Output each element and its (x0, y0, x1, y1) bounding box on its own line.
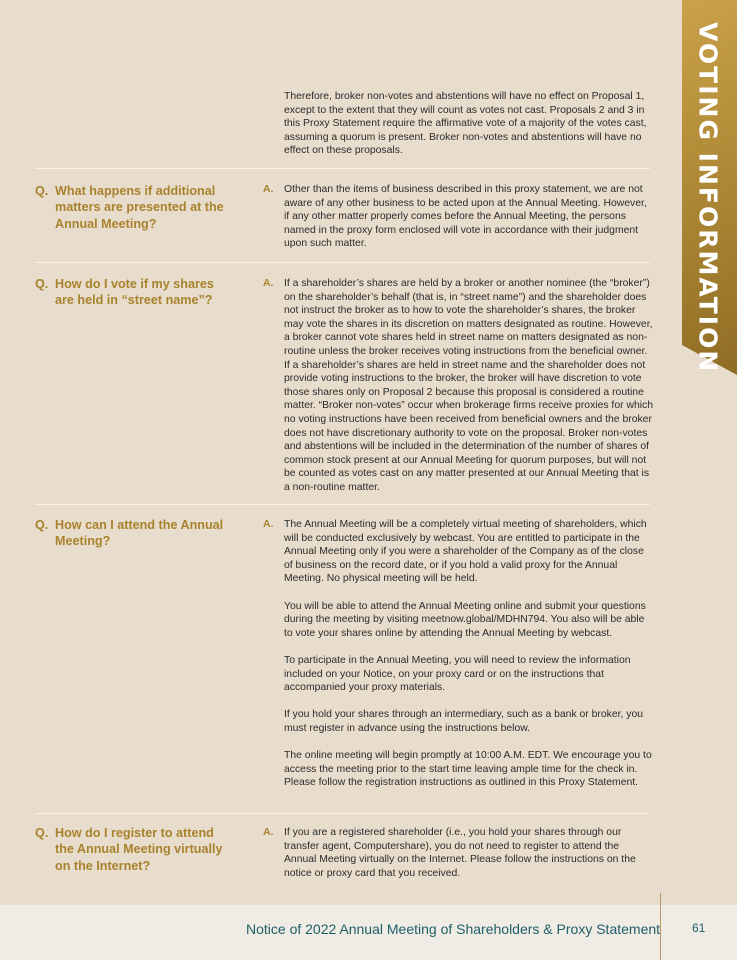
answer-paragraph: The Annual Meeting will be a completely virtual meeting of shareholders, which will be conducted exclusively by webcast. You are entitled to participate in the Annual Meeting only if you were a shareholder of the Company as of the close of business on the record date, or if you hold a valid proxy for the Annual Meeting. No physical meeting will be held. (284, 519, 647, 585)
divider (35, 504, 650, 505)
answer-label: A. (263, 519, 274, 530)
answer-paragraph: If a shareholder’s shares are held by a broker or another nominee (the “broker”) on the shareholder’s behalf (that is, in “street name”) and the shareholder does not instruct the broker as to how to vote the shareholder’s shares, the broker may vote the shares in its discretion on matters designated as routine. However, a broker cannot vote shares held in street name on matters designated as non-routine unless the broker receives voting instructions from the beneficial owner. If a shareholder’s shares are held in street name and the shareholder does not provide voting instructions to the broker, the broker will have discretion to vote those shares only on Proposal 2 because this proposal is considered a routine matter. “Broker non-votes” occur when brokerage firms receive proxies for which no voting instructions have been received from beneficial owners and the broker does not have discretionary authority to vote on the proposal. Broker non-votes and abstentions will be included in the determination of the number of shares of common stock present at our Annual Meeting for quorum purposes, but will not be counted as votes cast on any matter presented at our Annual Meeting that is a non-routine matter. (284, 278, 654, 493)
answer-paragraph: Other than the items of business described in this proxy statement, we are not aware of any other business to be acted upon at the Annual Meeting. However, if any other matter properly comes before the Annual Meeting, the persons named in the proxy form enclosed will vote in accordance with their judgment upon such matter. (284, 184, 647, 250)
question-text: What happens if additional matters are presented at the Annual Meeting? (55, 184, 224, 231)
answer-label: A. (263, 278, 274, 289)
answer-2 (263, 277, 653, 495)
question-text: How can I attend the Annual Meeting? (55, 518, 224, 549)
answer-label: A. (263, 827, 274, 838)
question-label: Q. (35, 826, 49, 840)
question-3 (35, 517, 235, 550)
divider (35, 813, 650, 814)
divider (35, 168, 650, 169)
question-label: Q. (35, 184, 49, 198)
question-text: How do I vote if my shares are held in “street name”? (55, 277, 214, 308)
page-number: 61 (692, 921, 706, 935)
footer-title: Notice of 2022 Annual Meeting of Shareholders & Proxy Statement (246, 921, 661, 937)
question-1 (35, 183, 235, 232)
divider (35, 262, 650, 263)
answer-paragraph: You will be able to attend the Annual Meeting online and submit your questions during the meeting by visiting meetnow.global/MDHN794. You also will be able to vote your shares online by attending the Annual Meeting by webcast. (284, 600, 646, 639)
question-label: Q. (35, 518, 49, 532)
answer-4 (263, 826, 653, 880)
question-text: How do I register to attend the Annual Meeting virtually on the Internet? (55, 826, 223, 873)
question-2 (35, 276, 235, 309)
answer-paragraph: If you hold your shares through an intermediary, such as a bank or broker, you must register in advance using the instructions below. (284, 709, 644, 734)
section-tab-title: VOTING INFORMATION (693, 22, 723, 374)
answer-paragraph: To participate in the Annual Meeting, you will need to review the information included on your Notice, on your proxy card or on the instructions that accompanied your proxy materials. (284, 654, 631, 694)
answer-3 (263, 518, 653, 790)
answer-paragraph: The online meeting will begin promptly at 10:00 A.M. EDT. We encourage you to access the meeting prior to the start time leaving ample time for the check in. Please follow the registration instructions as outlined in this Proxy Statement. (284, 750, 652, 789)
footer-divider (660, 893, 661, 960)
answer-label: A. (263, 184, 274, 195)
answer-1 (263, 183, 653, 251)
question-4 (35, 825, 235, 874)
intro-paragraph: Therefore, broker non-votes and abstentions will have no effect on Proposal 1, except to the extent that they will count as votes not cast. Proposals 2 and 3 in this Proxy Statement require the affirmative vote of a majority of the votes cast, assuming a quorum is present. Broker non-votes and abstentions will have no effect on these proposals. (284, 91, 647, 157)
answer-paragraph: If you are a registered shareholder (i.e., you hold your shares through our transfer agent, Computershare), you do not need to register to attend the Annual Meeting virtually on the Internet. Please follow the instructions on the notice or proxy card that you received. (284, 827, 636, 879)
question-label: Q. (35, 277, 49, 291)
